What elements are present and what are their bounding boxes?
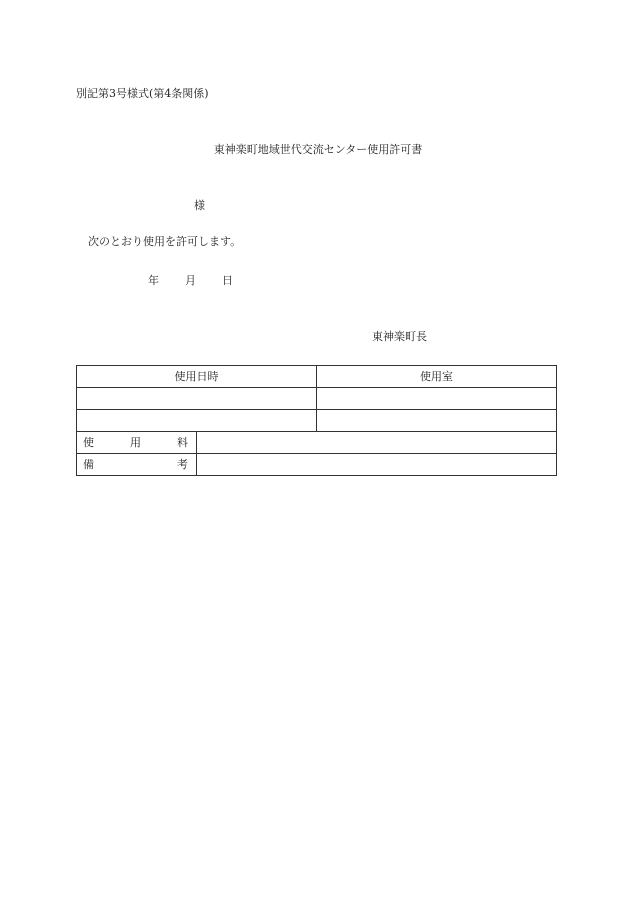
table-row	[77, 388, 557, 410]
header-usage-room: 使用室	[317, 366, 557, 388]
date-month-label: 月	[185, 274, 196, 287]
usage-room-cell[interactable]	[317, 410, 557, 432]
remarks-label-char: 備	[83, 457, 94, 471]
fee-label	[77, 432, 197, 454]
usage-table	[76, 365, 557, 476]
usage-datetime-cell[interactable]	[77, 410, 317, 432]
remarks-row	[77, 454, 557, 476]
table-row	[77, 410, 557, 432]
fee-value-cell[interactable]	[197, 432, 557, 454]
header-usage-datetime: 使用日時	[77, 366, 317, 388]
recipient-suffix: 様	[194, 199, 205, 212]
date-year-label: 年	[148, 274, 159, 287]
date-line	[148, 274, 233, 288]
fee-row	[77, 432, 557, 454]
remarks-value-cell[interactable]	[197, 454, 557, 476]
fee-label-char: 料	[177, 435, 188, 449]
table-header-row	[77, 366, 557, 388]
usage-room-cell[interactable]	[317, 388, 557, 410]
page-title	[0, 143, 630, 157]
page-title-text: 東神楽町地域世代交流センター使用許可書	[213, 143, 423, 156]
fee-label-char: 用	[130, 435, 141, 449]
usage-datetime-cell[interactable]	[77, 388, 317, 410]
form-label: 別記第3号様式(第4条関係)	[76, 87, 209, 100]
remarks-label-char: 考	[177, 457, 188, 471]
issuer-name: 東神楽町長	[372, 330, 427, 343]
body-text: 次のとおり使用を許可します。	[88, 235, 242, 248]
fee-label-char: 使	[83, 435, 94, 449]
date-day-label: 日	[222, 274, 233, 287]
remarks-label	[77, 454, 197, 476]
